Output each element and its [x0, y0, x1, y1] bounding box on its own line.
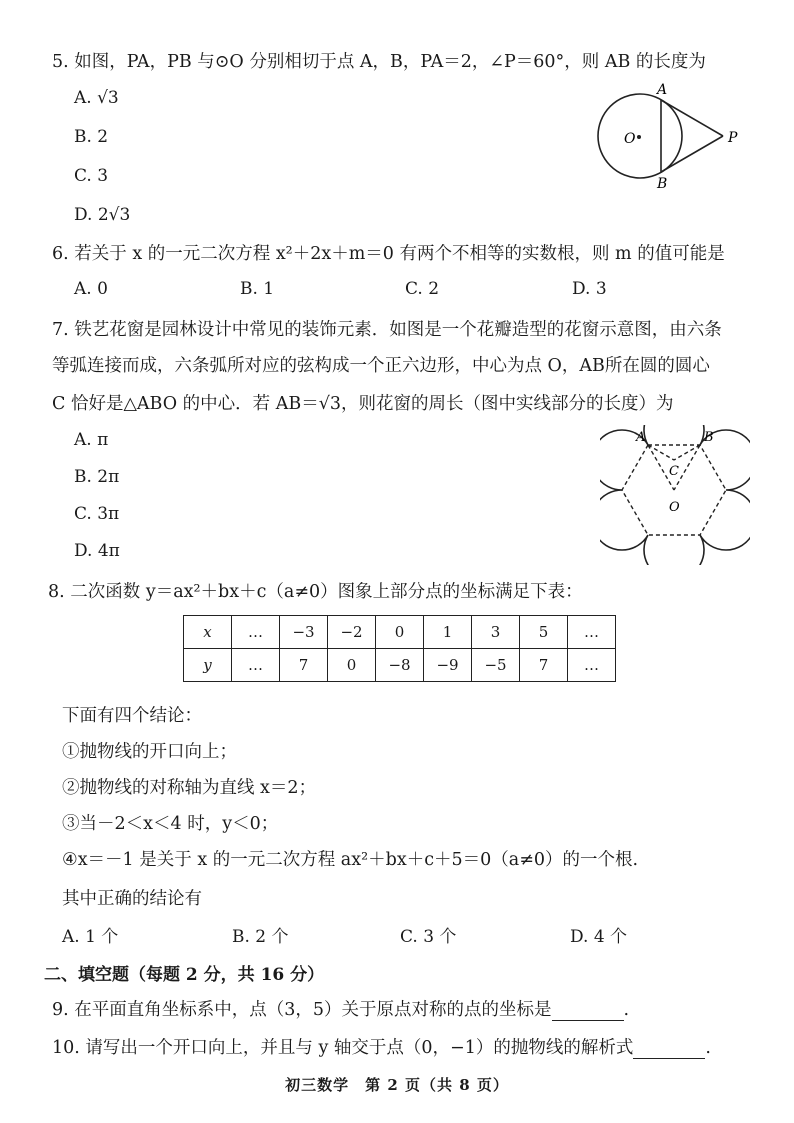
q8-stem: 8. 二次函数 y＝ax²＋bx＋c（a≠0）图象上部分点的坐标满足下表： [48, 582, 583, 602]
table-cell: 3 [472, 616, 520, 649]
q8-option-a: A. 1 个 [62, 927, 119, 947]
q7-option-b: B. 2π [74, 467, 120, 487]
q7-option-d: D. 4π [74, 541, 120, 561]
q10-period: . [705, 1038, 711, 1058]
q8-conclusion-2: ②抛物线的对称轴为直线 x＝2； [62, 778, 317, 798]
q10-text: 10. 请写出一个开口向上，并且与 y 轴交于点（0，−1）的抛物线的解析式 [52, 1038, 634, 1058]
table-cell: −3 [280, 616, 328, 649]
table-cell: −9 [424, 649, 472, 682]
q5-option-d: D. 2√3 [74, 205, 131, 225]
q8-option-b: B. 2 个 [232, 927, 289, 947]
q5-label-a: A [657, 82, 668, 98]
q6-option-c: C. 2 [405, 279, 440, 299]
q8-option-d: D. 4 个 [570, 927, 628, 947]
table-cell: … [232, 649, 280, 682]
q7-label-o: O [669, 500, 680, 515]
q7-label-b: B [704, 430, 714, 445]
table-cell: … [568, 649, 616, 682]
table-row [184, 649, 616, 682]
table-cell: −2 [328, 616, 376, 649]
q5-label-p: P [728, 130, 738, 146]
table-cell: 7 [520, 649, 568, 682]
q6-option-b: B. 1 [240, 279, 275, 299]
q7-label-a: A [636, 430, 646, 445]
q5-option-c: C. 3 [74, 166, 109, 186]
table-cell: … [568, 616, 616, 649]
q5-option-b: B. 2 [74, 127, 109, 147]
q7-option-c: C. 3π [74, 504, 120, 524]
table-cell: y [184, 649, 232, 682]
table-cell: 7 [280, 649, 328, 682]
q9-answer-blank[interactable] [552, 1000, 624, 1021]
table-cell: 0 [376, 616, 424, 649]
table-cell: x [184, 616, 232, 649]
q8-conclusion-4: ④x＝－1 是关于 x 的一元二次方程 ax²＋bx＋c＋5＝0（a≠0）的一个根. [62, 850, 639, 870]
q8-option-c: C. 3 个 [400, 927, 457, 947]
q8-intro: 下面有四个结论： [62, 706, 202, 726]
q7-line2: 等弧连接而成，六条弧所对应的弦构成一个正六边形，中心为点 O，AB所在圆的圆心 [52, 356, 710, 376]
q7-option-a: A. π [74, 430, 109, 450]
q6-stem: 6. 若关于 x 的一元二次方程 x²＋2x＋m＝0 有两个不相等的实数根，则 m 的值可能是 [52, 244, 725, 264]
q6-option-a: A. 0 [74, 279, 108, 299]
q8-value-table [183, 615, 616, 682]
table-cell: −8 [376, 649, 424, 682]
q8-conclusion-1: ①抛物线的开口向上； [62, 742, 237, 762]
table-cell: 5 [520, 616, 568, 649]
q6-option-d: D. 3 [572, 279, 607, 299]
q10-answer-blank[interactable] [633, 1038, 705, 1059]
q9-text: 9. 在平面直角坐标系中，点（3，5）关于原点对称的点的坐标是 [52, 1000, 552, 1020]
table-cell: … [232, 616, 280, 649]
q9-line [52, 996, 629, 1021]
table-cell: 1 [424, 616, 472, 649]
q5-figure [590, 78, 750, 198]
q7-line1: 7. 铁艺花窗是园林设计中常见的装饰元素．如图是一个花瓣造型的花窗示意图，由六条 [52, 320, 722, 340]
q10-line [52, 1034, 711, 1059]
q8-conclusion-3: ③当－2＜x＜4 时，y＜0； [62, 814, 279, 834]
q8-question: 其中正确的结论有 [62, 889, 202, 909]
q7-line3: C 恰好是△ABO 的中心．若 AB＝√3，则花窗的周长（图中实线部分的长度）为 [52, 394, 674, 414]
q5-stem: 5. 如图，PA，PB 与⊙O 分别相切于点 A，B，PA＝2，∠P＝60°，则 AB 的长度为 [52, 52, 706, 72]
q5-label-b: B [657, 176, 668, 192]
page-footer: 初三数学 第 2 页（共 8 页） [285, 1076, 509, 1094]
table-cell: 0 [328, 649, 376, 682]
table-row [184, 616, 616, 649]
table-cell: −5 [472, 649, 520, 682]
q5-label-o: O [624, 131, 636, 147]
q9-period: . [623, 1000, 630, 1020]
q5-option-a: A. √3 [74, 88, 119, 108]
section-heading: 二、填空题（每题 2 分，共 16 分） [44, 965, 325, 985]
q7-label-c: C [669, 464, 679, 479]
q7-flower-window-figure [600, 425, 750, 565]
